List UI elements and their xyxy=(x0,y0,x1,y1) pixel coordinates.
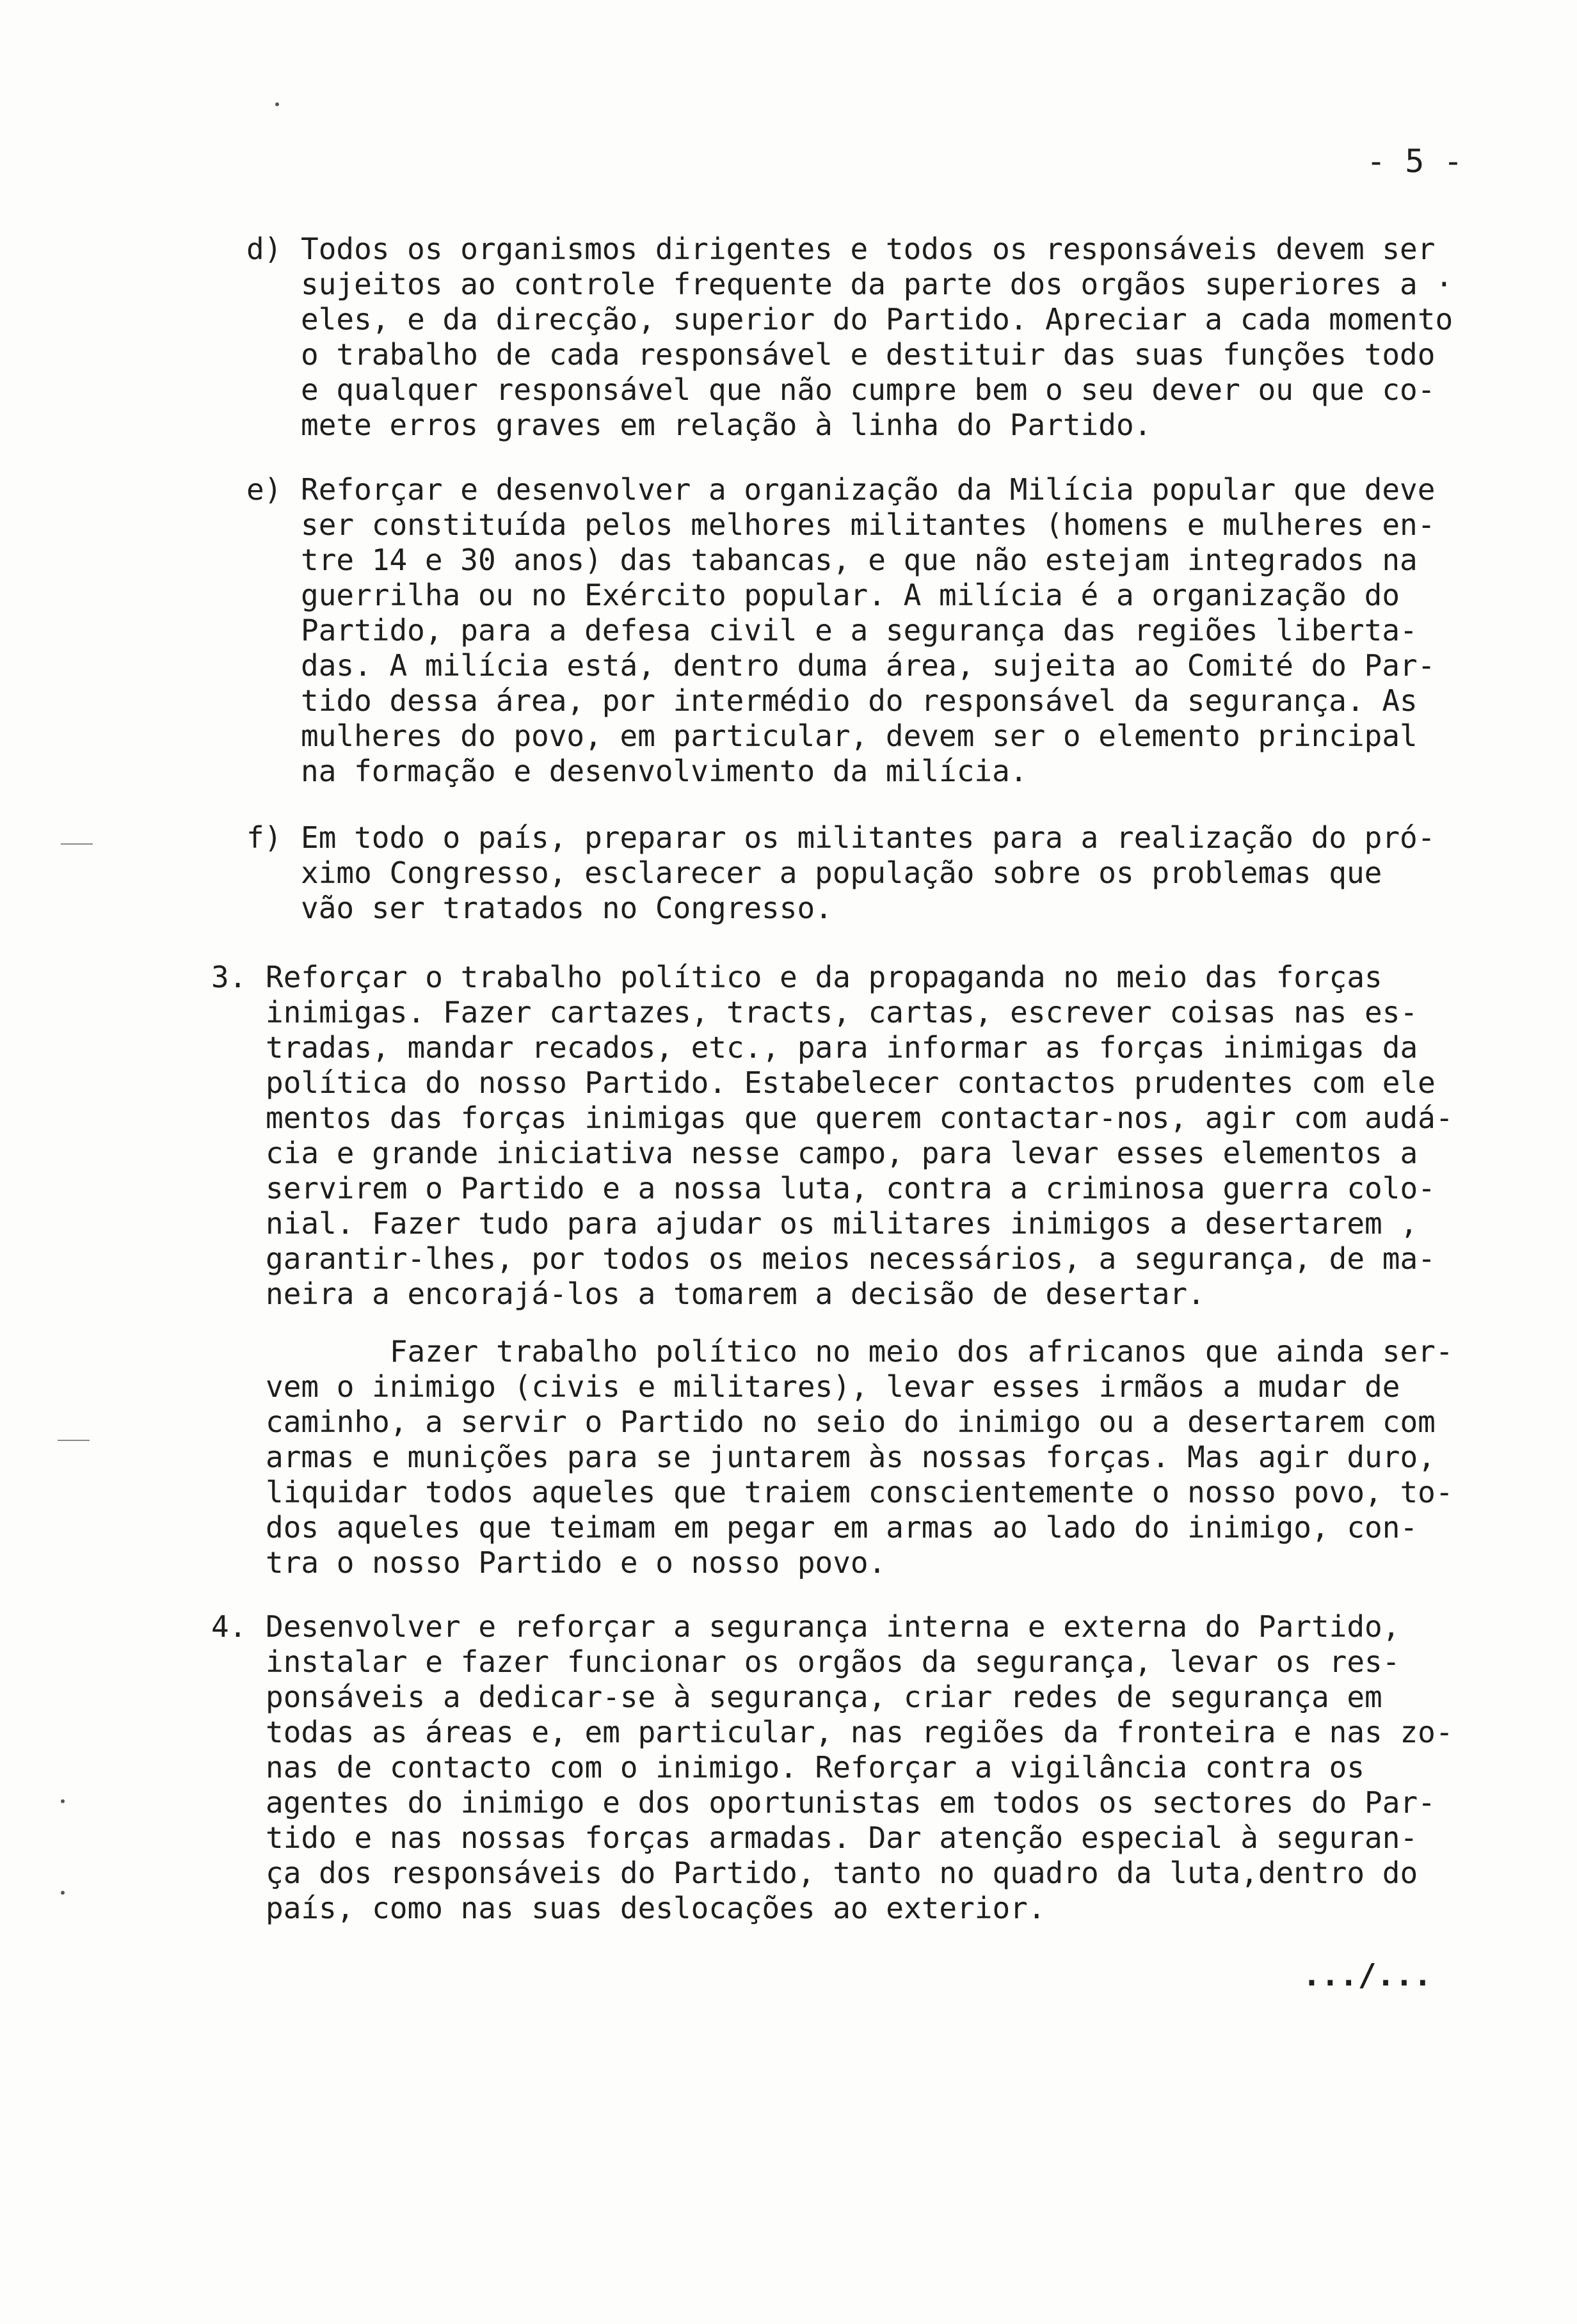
item-text xyxy=(301,472,1435,789)
scan-speck xyxy=(275,102,279,106)
text-line: vão ser tratados no Congresso. xyxy=(301,891,833,925)
item-marker: d) xyxy=(246,232,282,266)
text-line: nas de contacto com o inimigo. Reforçar a vigilância contra os xyxy=(266,1750,1365,1785)
item-text xyxy=(266,960,1453,1312)
text-line: cia e grande iniciativa nesse campo, para levar esses elementos a xyxy=(266,1136,1418,1170)
scan-mark xyxy=(58,1440,90,1441)
text-line: armas e munições para se juntarem às nossas forças. Mas agir duro, xyxy=(266,1440,1436,1474)
text-line: na formação e desenvolvimento da milícia. xyxy=(301,754,1028,788)
item-text xyxy=(266,1334,1453,1580)
item-text xyxy=(266,1609,1453,1926)
text-line: tre 14 e 30 anos) das tabancas, e que não estejam integrados na xyxy=(301,543,1418,577)
text-line: todas as áreas e, em particular, nas regiões da fronteira e nas zo- xyxy=(266,1715,1453,1749)
text-line: eles, e da direcção, superior do Partido. Apreciar a cada momento xyxy=(301,302,1453,337)
text-line: nial. Fazer tudo para ajudar os militares inimigos a desertarem , xyxy=(266,1206,1418,1241)
text-line: guerrilha ou no Exército popular. A milícia é a organização do xyxy=(301,578,1400,612)
continuation-mark: .../... xyxy=(1302,1957,1432,1993)
text-line: vem o inimigo (civis e militares), levar esses irmãos a mudar de xyxy=(266,1369,1400,1404)
text-line: mulheres do povo, em particular, devem ser o elemento principal xyxy=(301,719,1418,753)
text-line: tra o nosso Partido e o nosso povo. xyxy=(266,1545,886,1580)
text-line: ximo Congresso, esclarecer a população sobre os problemas que xyxy=(301,856,1382,890)
text-line: ser constituída pelos melhores militantes (homens e mulheres en- xyxy=(301,507,1436,542)
text-line: ça dos responsáveis do Partido, tanto no quadro da luta,dentro do xyxy=(266,1856,1418,1890)
item-marker: e) xyxy=(246,472,282,507)
text-line: neira a encorajá-los a tomarem a decisão de desertar. xyxy=(266,1277,1205,1311)
text-line: instalar e fazer funcionar os orgãos da segurança, levar os res- xyxy=(266,1644,1400,1679)
text-line: Reforçar o trabalho político e da propaganda no meio das forças xyxy=(266,960,1382,994)
text-line: país, como nas suas deslocações ao exterior. xyxy=(266,1891,1046,1925)
text-line: servirem o Partido e a nossa luta, contra a criminosa guerra colo- xyxy=(266,1171,1436,1206)
text-line: sujeitos ao controle frequente da parte dos orgãos superiores a · xyxy=(301,267,1453,301)
text-line: tradas, mandar recados, etc., para informar as forças inimigas da xyxy=(266,1030,1418,1065)
text-line: garantir-lhes, por todos os meios necessários, a segurança, de ma- xyxy=(266,1241,1436,1276)
text-line: Desenvolver e reforçar a segurança interna e externa do Partido, xyxy=(266,1609,1400,1644)
item-marker: f) xyxy=(246,820,282,855)
text-line: das. A milícia está, dentro duma área, sujeita ao Comité do Par- xyxy=(301,648,1436,683)
item-marker: 3. xyxy=(211,960,247,994)
text-line: Partido, para a defesa civil e a segurança das regiões liberta- xyxy=(301,613,1418,648)
text-line: tido e nas nossas forças armadas. Dar atenção especial à seguran- xyxy=(266,1820,1418,1855)
text-line: e qualquer responsável que não cumpre bem o seu dever ou que co- xyxy=(301,372,1436,407)
text-line: tido dessa área, por intermédio do responsável da segurança. As xyxy=(301,683,1418,718)
text-line: Reforçar e desenvolver a organização da Milícia popular que deve xyxy=(301,472,1436,507)
scan-mark xyxy=(61,843,93,845)
item-text xyxy=(301,820,1435,926)
text-line: ponsáveis a dedicar-se à segurança, criar redes de segurança em xyxy=(266,1680,1382,1714)
text-line: agentes do inimigo e dos oportunistas em todos os sectores do Par- xyxy=(266,1785,1436,1820)
text-line: Todos os organismos dirigentes e todos os responsáveis devem ser xyxy=(301,232,1436,266)
item-marker: 4. xyxy=(211,1609,247,1644)
scan-speck xyxy=(61,1799,65,1803)
text-line: política do nosso Partido. Estabelecer contactos prudentes com ele xyxy=(266,1065,1436,1100)
scan-speck xyxy=(61,1891,65,1895)
text-line: liquidar todos aqueles que traiem conscientemente o nosso povo, to- xyxy=(266,1475,1453,1509)
text-line: dos aqueles que teimam em pegar em armas ao lado do inimigo, con- xyxy=(266,1510,1418,1545)
text-line: inimigas. Fazer cartazes, tracts, cartas, escrever coisas nas es- xyxy=(266,995,1418,1030)
text-line: caminho, a servir o Partido no seio do inimigo ou a desertarem com xyxy=(266,1405,1436,1439)
text-line: Fazer trabalho político no meio dos africanos que ainda ser- xyxy=(266,1334,1453,1369)
item-text xyxy=(301,232,1453,443)
text-line: Em todo o país, preparar os militantes para a realização do pró- xyxy=(301,820,1436,855)
text-line: o trabalho de cada responsável e destituir das suas funções todo xyxy=(301,337,1436,372)
page-number: - 5 - xyxy=(1366,143,1463,180)
text-line: mete erros graves em relação à linha do Partido. xyxy=(301,408,1152,442)
text-line: mentos das forças inimigas que querem contactar-nos, agir com audá- xyxy=(266,1101,1453,1135)
